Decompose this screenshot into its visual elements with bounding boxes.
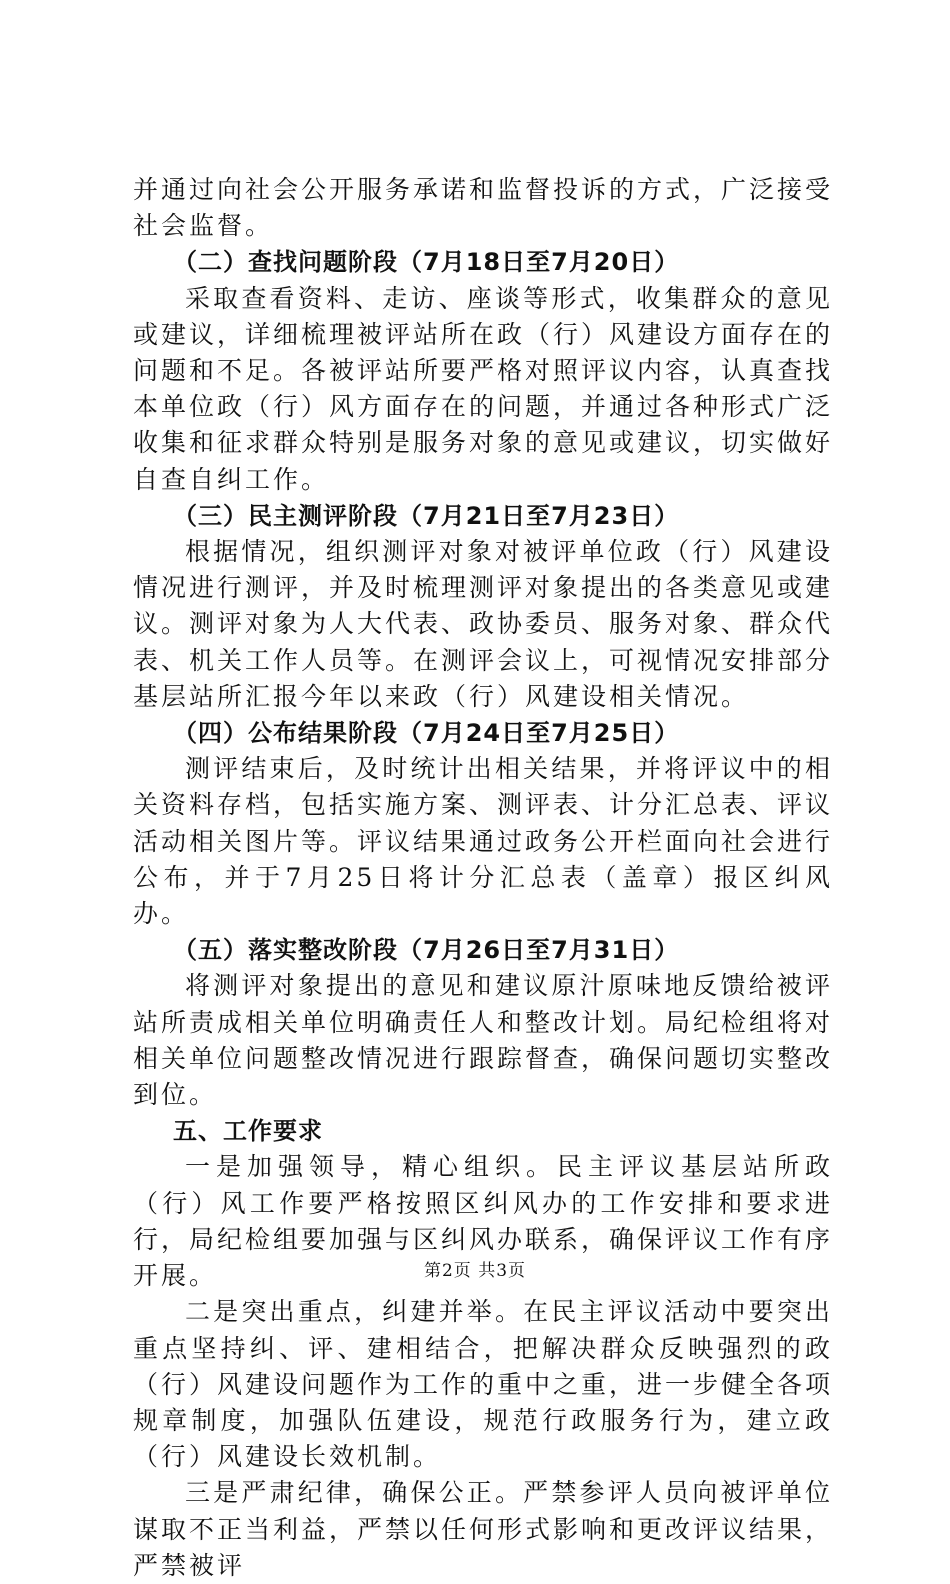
paragraph: 将测评对象提出的意见和建议原汁原味地反馈给被评站所责成相关单位明确责任人和整改计划。局纪检组将对相关单位问题整改情况进行跟踪督查，确保问题切实整改到位。 xyxy=(133,971,834,1110)
section-heading: （五）落实整改阶段（7月26日至7月31日） xyxy=(173,936,680,965)
page-number-footer: 第2页 共3页 xyxy=(423,1261,527,1281)
section-heading: （三）民主测评阶段（7月21日至7月23日） xyxy=(173,501,680,530)
section-heading: （四）公布结果阶段（7月24日至7月25日） xyxy=(173,719,680,748)
paragraph: 二是突出重点，纠建并举。在民主评议活动中要突出重点坚持纠、评、建相结合，把解决群众反映强烈的政（行）风建设问题作为工作的重中之重，进一步健全各项规章制度，加强队伍建设，规范行政服务行为，建立政（行）风建设长效机制。 xyxy=(133,1297,834,1472)
paragraph: 测评结束后，及时统计出相关结果，并将评议中的相关资料存档，包括实施方案、测评表、计分汇总表、评议活动相关图片等。评议结果通过政务公开栏面向社会进行公布，并于7月25日将计分汇总表（盖章）报区纠风办。 xyxy=(133,754,834,929)
paragraph: 根据情况，组织测评对象对被评单位政（行）风建设情况进行测评，并及时梳理测评对象提出的各类意见或建议。测评对象为人大代表、政协委员、服务对象、群众代表、机关工作人员等。在测评会议上，可视情况安排部分基层站所汇报今年以来政（行）风建设相关情况。 xyxy=(133,537,834,711)
paragraph: 一是加强领导，精心组织。民主评议基层站所政（行）风工作要严格按照区纠风办的工作安排和要求进行，局纪检组要加强与区纠风办联系，确保评议工作有序开展。 xyxy=(133,1152,834,1291)
paragraph: 三是严肃纪律，确保公正。严禁参评人员向被评单位谋取不正当利益，严禁以任何形式影响和更改评议结果，严禁被评 xyxy=(133,1478,834,1580)
section-heading: （二）查找问题阶段（7月18日至7月20日） xyxy=(173,248,680,277)
paragraph: 采取查看资料、走访、座谈等形式，收集群众的意见或建议，详细梳理被评站所在政（行）风建设方面存在的问题和不足。各被评站所要严格对照评议内容，认真查找本单位政（行）风方面存在的问题，并通过各种形式广泛收集和征求群众特别是服务对象的意见或建议，切实做好自查自纠工作。 xyxy=(133,283,834,494)
section-heading: 五、工作要求 xyxy=(173,1117,323,1146)
document-body xyxy=(133,172,833,1584)
paragraph: 并通过向社会公开服务承诺和监督投诉的方式，广泛接受社会监督。 xyxy=(133,175,834,241)
